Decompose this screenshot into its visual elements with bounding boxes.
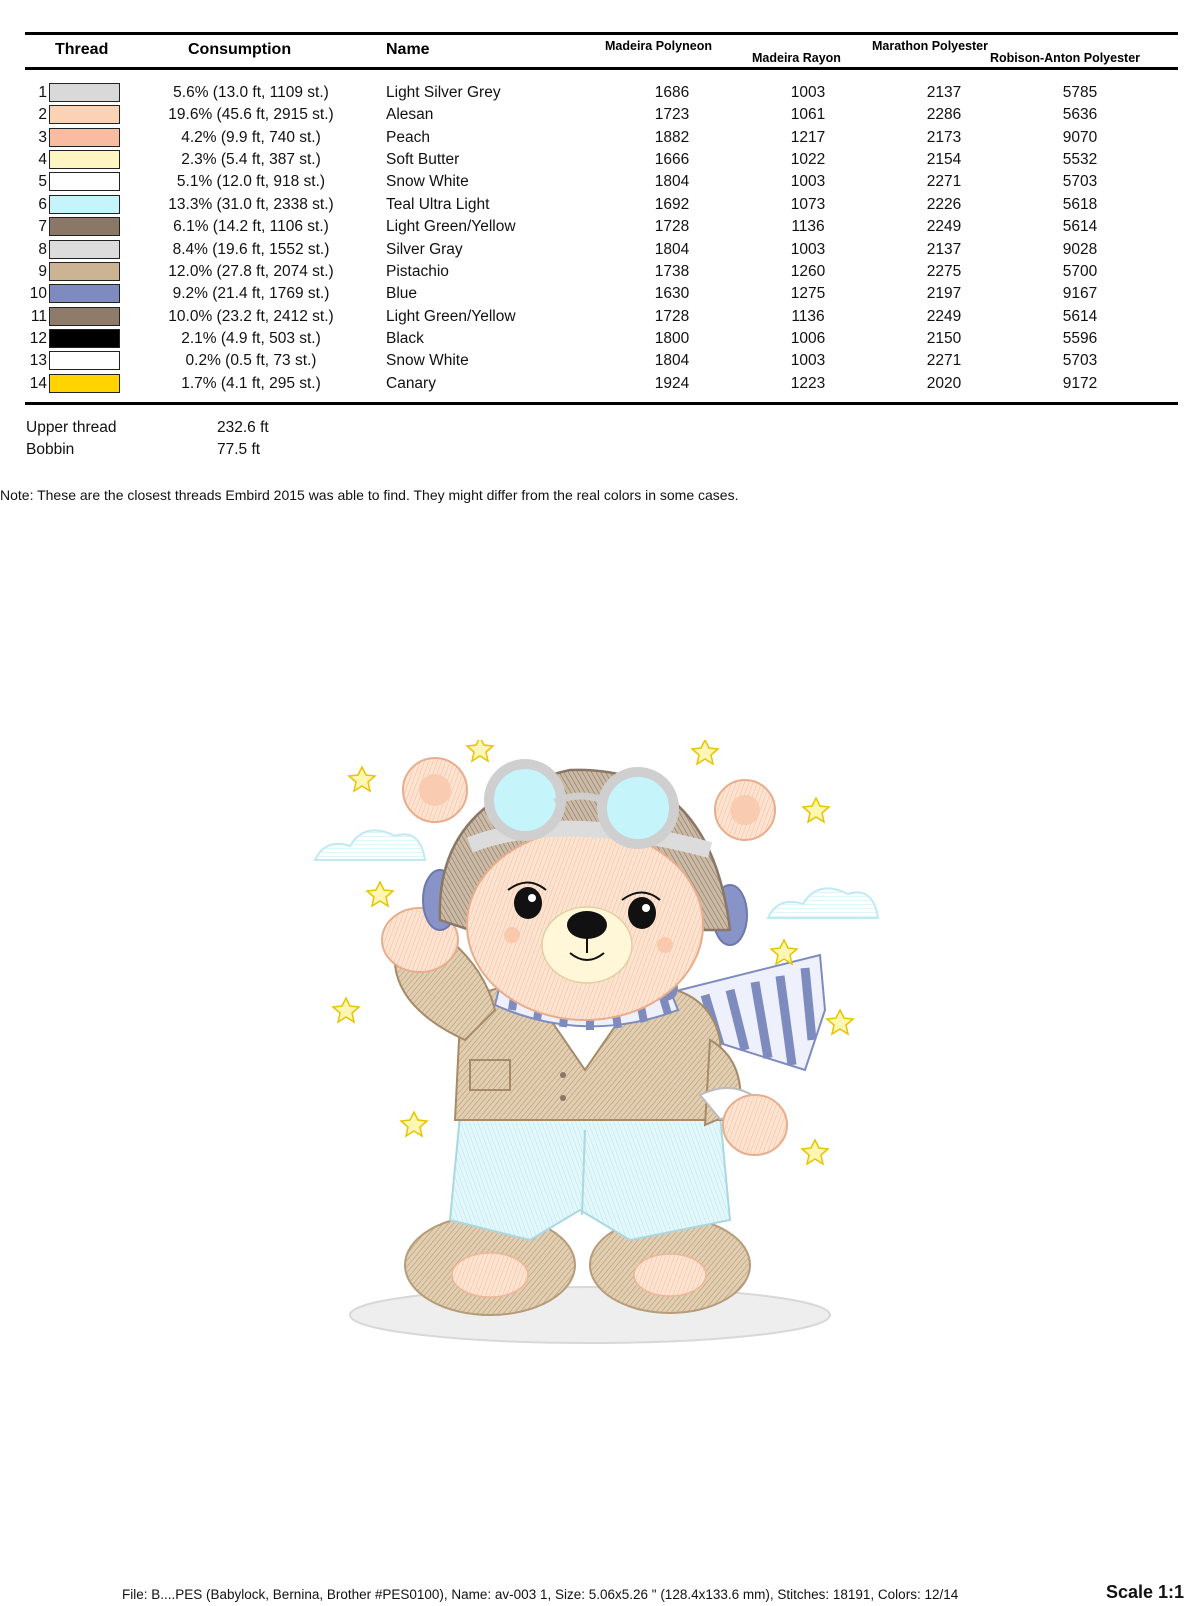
robison-anton-code: 9167 [1062,285,1098,303]
robison-anton-code: 9172 [1062,374,1098,392]
thread-number: 1 [38,84,47,101]
thread-consumption: 12.0% (27.8 ft, 2074 st.) [168,262,334,280]
table-bottom-rule [25,402,1178,405]
madeira-polyneon-code: 1630 [654,285,690,303]
marathon-polyester-code: 2197 [926,285,962,303]
thread-row [0,350,1200,372]
thread-row [0,171,1200,193]
thread-row [0,261,1200,283]
thread-number: 7 [38,218,47,236]
thread-name: Black [386,329,424,347]
thread-color-swatch [49,83,120,102]
thread-name: Blue [386,285,418,303]
marathon-polyester-code: 2249 [926,218,962,236]
madeira-rayon-code: 1006 [790,329,826,347]
table-top-rule [25,32,1178,35]
robison-anton-code: 5614 [1062,218,1098,236]
thread-number: 12 [29,329,47,347]
madeira-polyneon-code: 1924 [654,374,690,392]
madeira-polyneon-code: 1666 [654,151,690,169]
marathon-polyester-code: 2137 [926,240,962,258]
thread-color-swatch [49,105,120,124]
thread-consumption: 10.0% (23.2 ft, 2412 st.) [168,307,334,325]
thread-row [0,239,1200,261]
thread-number: 8 [38,240,47,258]
robison-anton-code: 5636 [1062,106,1098,124]
thread-number: 2 [38,106,47,124]
madeira-rayon-code: 1022 [790,151,826,169]
thread-number: 6 [38,195,47,213]
table-header-rule [25,67,1178,70]
thread-color-swatch [49,172,120,191]
robison-anton-code: 5596 [1062,329,1098,347]
madeira-polyneon-code: 1804 [654,240,690,258]
thread-number: 14 [29,374,47,392]
file-info-footer: File: B....PES (Babylock, Bernina, Brother #PES0100), Name: av-003 1, Size: 5.06x5.26 " (128.4x133.6 mm), Stitches: 18191, Colors: 12/14 [122,1587,959,1602]
marathon-polyester-code: 2271 [926,173,962,191]
header-madeira-polyneon: Madeira Polyneon [605,39,712,53]
thread-row [0,306,1200,328]
thread-color-swatch [49,150,120,169]
bobbin-label: Bobbin [26,441,75,458]
thread-color-swatch [49,240,120,259]
robison-anton-code: 5785 [1062,84,1098,101]
thread-name: Teal Ultra Light [386,195,490,213]
madeira-rayon-code: 1003 [790,173,826,191]
thread-color-swatch [49,284,120,303]
madeira-polyneon-code: 1723 [654,106,690,124]
thread-row [0,283,1200,305]
thread-color-swatch [49,307,120,326]
marathon-polyester-code: 2020 [926,374,962,392]
madeira-rayon-code: 1217 [790,128,826,146]
upper-thread-label: Upper thread [26,419,117,436]
marathon-polyester-code: 2137 [926,84,962,101]
header-marathon-polyester: Marathon Polyester [872,39,989,53]
madeira-polyneon-code: 1692 [654,195,690,213]
thread-number: 10 [29,285,47,303]
thread-consumption: 9.2% (21.4 ft, 1769 st.) [172,285,330,303]
thread-color-swatch [49,351,120,370]
madeira-rayon-code: 1003 [790,240,826,258]
thread-consumption: 5.6% (13.0 ft, 1109 st.) [173,84,329,101]
madeira-polyneon-code: 1800 [654,329,690,347]
thread-consumption: 19.6% (45.6 ft, 2915 st.) [168,106,334,124]
thread-consumption: 2.3% (5.4 ft, 387 st.) [181,151,321,169]
robison-anton-code: 5618 [1062,195,1098,213]
thread-row [0,127,1200,149]
thread-color-swatch [49,217,120,236]
marathon-polyester-code: 2150 [926,329,962,347]
thread-row [0,373,1200,395]
thread-note: Note: These are the closest threads Embird 2015 was able to find. They might differ from the real colors in some cases. [0,487,739,503]
thread-name: Peach [386,128,430,146]
thread-row [0,328,1200,350]
header-thread: Thread [55,41,109,58]
thread-number: 3 [38,128,47,146]
thread-color-swatch [49,374,120,393]
madeira-rayon-code: 1061 [790,106,826,124]
madeira-rayon-code: 1136 [791,307,825,325]
madeira-rayon-code: 1223 [790,374,826,392]
marathon-polyester-code: 2286 [926,106,962,124]
madeira-polyneon-code: 1728 [654,218,690,236]
header-robison-anton-polyester: Robison-Anton Polyester [990,51,1141,65]
thread-row [0,82,1200,104]
thread-name: Canary [386,374,436,392]
thread-consumption: 2.1% (4.9 ft, 503 st.) [181,329,321,347]
robison-anton-code: 9028 [1062,240,1098,258]
thread-row [0,194,1200,216]
thread-consumption: 1.7% (4.1 ft, 295 st.) [181,374,321,392]
thread-consumption: 6.1% (14.2 ft, 1106 st.) [173,218,329,236]
thread-row [0,216,1200,238]
robison-anton-code: 9070 [1062,128,1098,146]
bobbin-value: 77.5 ft [217,441,261,458]
header-madeira-rayon: Madeira Rayon [752,51,841,65]
marathon-polyester-code: 2226 [926,195,962,213]
thread-color-swatch [49,329,120,348]
marathon-polyester-code: 2275 [926,262,962,280]
thread-row [0,149,1200,171]
madeira-rayon-code: 1073 [790,195,826,213]
upper-thread-value: 232.6 ft [217,419,269,436]
madeira-polyneon-code: 1882 [654,128,690,146]
madeira-polyneon-code: 1728 [654,307,690,325]
madeira-polyneon-code: 1686 [654,84,690,101]
robison-anton-code: 5703 [1062,173,1098,191]
thread-name: Snow White [386,173,469,191]
thread-name: Light Green/Yellow [386,218,516,236]
madeira-polyneon-code: 1738 [654,262,690,280]
thread-consumption: 4.2% (9.9 ft, 740 st.) [181,128,321,146]
thread-name: Snow White [386,352,469,370]
header-consumption: Consumption [188,41,292,58]
robison-anton-code: 5614 [1062,307,1098,325]
robison-anton-code: 5703 [1062,352,1098,370]
madeira-rayon-code: 1003 [790,84,826,101]
thread-color-swatch [49,128,120,147]
madeira-rayon-code: 1003 [790,352,826,370]
marathon-polyester-code: 2154 [926,151,962,169]
madeira-rayon-code: 1260 [790,262,826,280]
thread-row [0,104,1200,126]
marathon-polyester-code: 2271 [926,352,962,370]
thread-number: 9 [38,262,47,280]
thread-number: 4 [38,151,47,169]
thread-name: Silver Gray [386,240,463,258]
marathon-polyester-code: 2249 [926,307,962,325]
thread-name: Alesan [386,106,434,124]
thread-consumption: 0.2% (0.5 ft, 73 st.) [185,352,317,370]
thread-number: 5 [38,173,47,191]
marathon-polyester-code: 2173 [926,128,962,146]
madeira-polyneon-code: 1804 [654,352,690,370]
thread-color-swatch [49,262,120,281]
thread-color-swatch [49,195,120,214]
thread-consumption: 13.3% (31.0 ft, 2338 st.) [168,195,334,213]
thread-number: 11 [30,307,47,325]
madeira-rayon-code: 1136 [791,218,825,236]
robison-anton-code: 5532 [1062,151,1098,169]
scale-label: Scale 1:1 [1106,1582,1185,1602]
thread-number: 13 [29,352,47,370]
teddy-bear-pilot-embroidery-icon [300,740,900,1350]
thread-consumption: 5.1% (12.0 ft, 918 st.) [176,173,326,191]
thread-name: Soft Butter [386,151,460,169]
thread-consumption: 8.4% (19.6 ft, 1552 st.) [172,240,330,258]
robison-anton-code: 5700 [1062,262,1098,280]
madeira-polyneon-code: 1804 [654,173,690,191]
header-name: Name [386,41,430,58]
thread-name: Pistachio [386,262,449,280]
madeira-rayon-code: 1275 [790,285,826,303]
thread-name: Light Silver Grey [386,84,501,101]
thread-name: Light Green/Yellow [386,307,516,325]
